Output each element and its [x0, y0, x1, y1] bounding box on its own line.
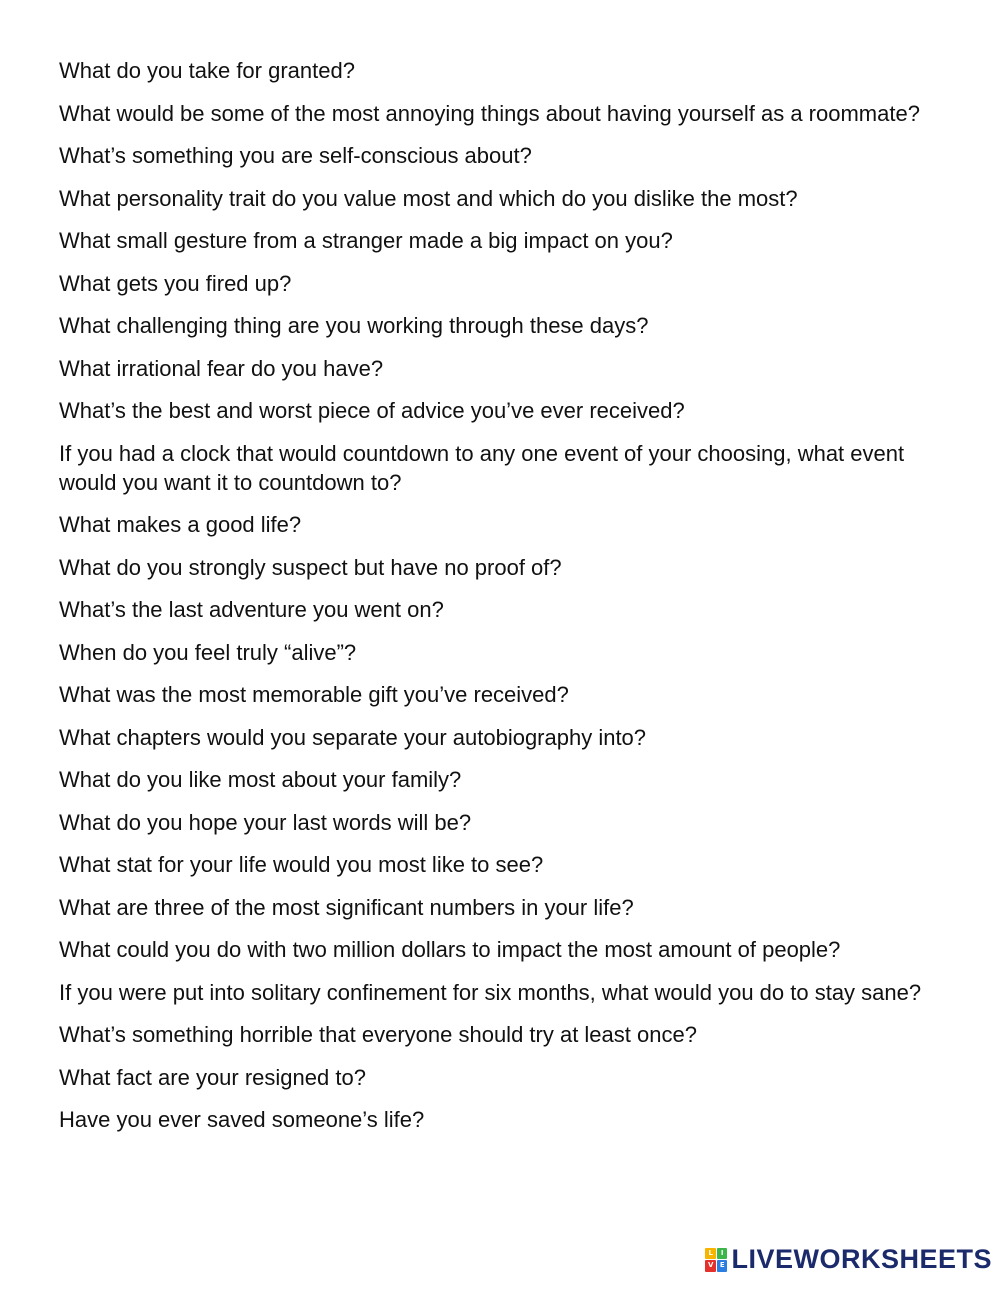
question-item: If you were put into solitary confinement for six months, what would you do to stay sane?	[59, 979, 922, 1005]
question-item: What stat for your life would you most like to see?	[59, 852, 544, 877]
question-item: What’s the best and worst piece of advice you’ve ever received?	[59, 398, 685, 423]
question-item: What challenging thing are you working through these days?	[59, 313, 649, 338]
question-item: If you had a clock that would countdown to any one event of your choosing, what event would you want it to countdown to?	[59, 440, 905, 495]
logo-mark-tile: L	[705, 1248, 716, 1260]
question-item: What’s something you are self-conscious about?	[59, 143, 532, 168]
question-item: Have you ever saved someone’s life?	[59, 1107, 425, 1132]
question-item: What would be some of the most annoying things about having yourself as a roommate?	[59, 100, 920, 126]
question-item: What do you hope your last words will be?	[59, 809, 472, 835]
question-item: What’s something horrible that everyone should try at least once?	[59, 1022, 697, 1047]
question-item: What personality trait do you value most and which do you dislike the most?	[59, 185, 798, 211]
question-list	[59, 56, 939, 1148]
question-item: What could you do with two million dollars to impact the most amount of people?	[59, 937, 841, 962]
question-item: What do you like most about your family?	[59, 767, 462, 792]
question-item: What gets you fired up?	[59, 270, 292, 296]
question-item: What small gesture from a stranger made a big impact on you?	[59, 228, 673, 253]
logo-mark-tile: E	[717, 1260, 728, 1272]
question-item: What irrational fear do you have?	[59, 355, 384, 381]
question-item: What chapters would you separate your autobiography into?	[59, 724, 647, 750]
question-item: What are three of the most significant numbers in your life?	[59, 894, 634, 920]
question-item: What fact are your resigned to?	[59, 1064, 366, 1090]
logo-mark-icon	[705, 1248, 727, 1272]
question-item: What makes a good life?	[59, 512, 302, 537]
question-item: When do you feel truly “alive”?	[59, 639, 357, 665]
logo-mark-tile: V	[705, 1260, 716, 1272]
question-item: What was the most memorable gift you’ve received?	[59, 682, 569, 707]
logo-text: LIVEWORKSHEETS	[731, 1244, 992, 1274]
question-item: What do you take for granted?	[59, 58, 355, 83]
question-item: What’s the last adventure you went on?	[59, 597, 444, 622]
question-item: What do you strongly suspect but have no proof of?	[59, 554, 562, 580]
logo-mark-tile: I	[717, 1248, 728, 1260]
liveworksheets-logo	[705, 1244, 992, 1275]
